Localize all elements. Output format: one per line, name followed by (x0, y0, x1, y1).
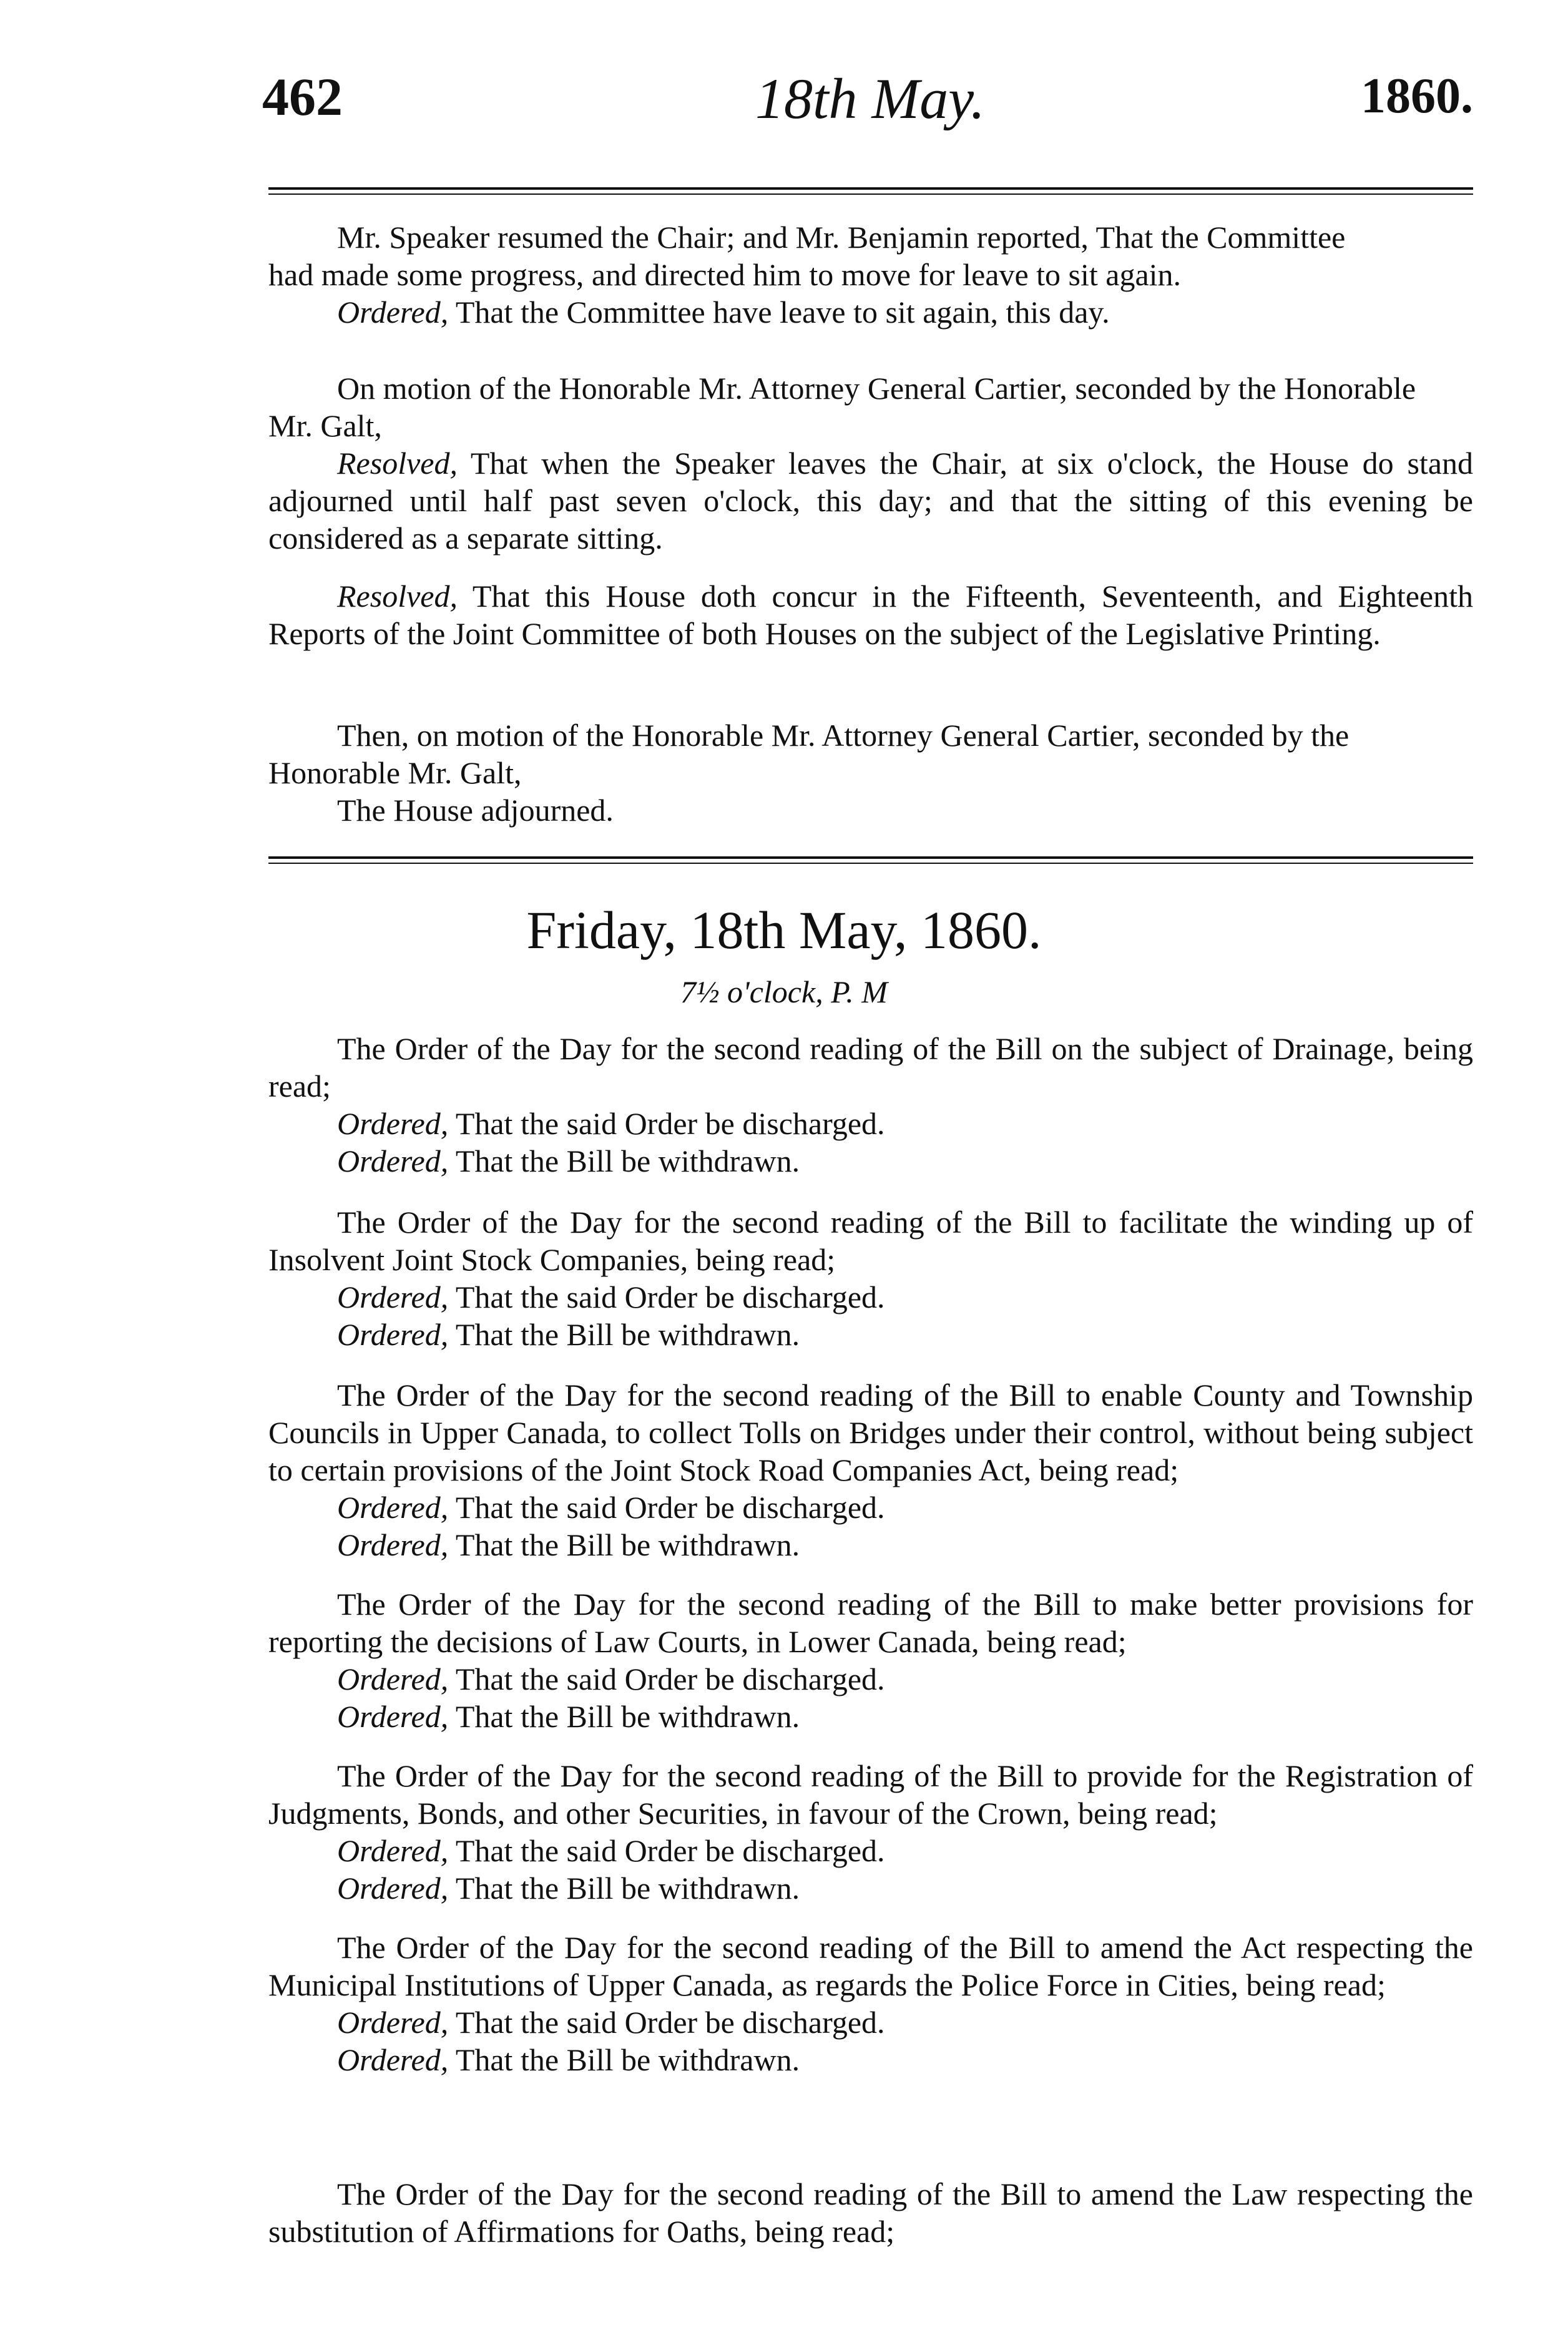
paragraph-line: The House adjourned. (337, 793, 614, 828)
ordered-line (268, 1832, 1473, 1869)
ordered-text: That the said Order be discharged. (455, 2005, 885, 2040)
ordered-text: That the Bill be withdrawn. (455, 1317, 800, 1352)
ordered-line (268, 2041, 1473, 2078)
order-text: The Order of the Day for the second reading of the Bill to enable County and Township Councils in Upper Canada, to collect Tolls on Bridges under their control, without being subject to certain provisions of the Joint Stock Road Companies Act, being read; (268, 1378, 1473, 1487)
ordered-text: That the Bill be withdrawn. (455, 1143, 800, 1178)
ordered-label: Ordered, (337, 1106, 449, 1141)
paragraph-house-adjourned (268, 717, 1473, 829)
ordered-text: That the said Order be discharged. (455, 1106, 885, 1141)
order-text: The Order of the Day for the second reading of the Bill on the subject of Drainage, being read; (268, 1031, 1473, 1104)
ordered-text: That the Bill be withdrawn. (455, 2042, 800, 2077)
ordered-line (268, 1698, 1473, 1735)
ordered-label: Ordered, (337, 1699, 449, 1734)
ordered-label: Ordered, (337, 1490, 449, 1525)
ordered-line (268, 1526, 1473, 1564)
ordered-text: That the said Order be discharged. (455, 1662, 885, 1696)
ordered-text: That the said Order be discharged. (455, 1490, 885, 1525)
ordered-line (268, 1489, 1473, 1526)
order-text: The Order of the Day for the second reading of the Bill to amend the Law respecting the substitution of Affirmations for Oaths, being read; (268, 2176, 1473, 2249)
ordered-label: Ordered, (337, 1143, 449, 1178)
ordered-text: That the Committee have leave to sit again, this day. (455, 295, 1110, 330)
section-time: 7½ o'clock, P. M (680, 974, 888, 1009)
order-paragraph-drainage (268, 1030, 1473, 1180)
ordered-label: Ordered, (337, 1527, 449, 1562)
ordered-label: Ordered, (337, 1871, 449, 1906)
paragraph-line: On motion of the Honorable Mr. Attorney General Cartier, seconded by the Honorable (337, 371, 1416, 406)
ordered-label: Ordered, (337, 295, 449, 330)
ordered-line (268, 1142, 1473, 1180)
ordered-line (268, 1869, 1473, 1907)
order-text: The Order of the Day for the second reading of the Bill to amend the Act respecting the Municipal Institutions of Upper Canada, as regards the Police Force in Cities, being read; (268, 1930, 1473, 2002)
order-text: The Order of the Day for the second reading of the Bill to provide for the Registration of Judgments, Bonds, and other Securities, in favour of the Crown, being read; (268, 1758, 1473, 1831)
paragraph-speaker-resumed (268, 218, 1473, 331)
header-year: 1860. (1361, 69, 1473, 124)
ordered-line (268, 1105, 1473, 1142)
page-number: 462 (262, 67, 343, 127)
ordered-text: That the Bill be withdrawn. (455, 1871, 800, 1906)
ordered-text: That the said Order be discharged. (455, 1833, 885, 1868)
ordered-label: Ordered, (337, 1662, 449, 1696)
paragraph-line: Honorable Mr. Galt, (268, 755, 522, 790)
ordered-text: That the Bill be withdrawn. (455, 1699, 800, 1734)
resolved-label: Resolved, (337, 579, 458, 614)
paragraph-line: Then, on motion of the Honorable Mr. Attorney General Cartier, seconded by the (337, 718, 1350, 753)
ordered-label: Ordered, (337, 1833, 449, 1868)
ordered-line (268, 2004, 1473, 2041)
resolved-text: That when the Speaker leaves the Chair, at six o'clock, the House do stand adjourned until half past seven o'clock, this day; and that the sitting of this evening be considered as a separate sitting. (268, 446, 1473, 556)
paragraph-reports-concur (268, 577, 1473, 652)
paragraph-line: had made some progress, and directed him to move for leave to sit again. (268, 257, 1182, 292)
header-rule (268, 187, 1473, 195)
ordered-line (268, 1660, 1473, 1698)
resolved-paragraph (268, 577, 1473, 652)
order-paragraph-insolvent (268, 1203, 1473, 1353)
resolved-paragraph (268, 444, 1473, 557)
order-paragraph-judgments (268, 1757, 1473, 1907)
order-paragraph-bridge-tolls (268, 1376, 1473, 1564)
order-text: The Order of the Day for the second reading of the Bill to make better provisions for reporting the decisions of Law Courts, in Lower Canada, being read; (268, 1587, 1473, 1659)
ordered-label: Ordered, (337, 2005, 449, 2040)
page-header (262, 66, 1473, 140)
ordered-text: That the said Order be discharged. (455, 1280, 885, 1314)
section-title: Friday, 18th May, 1860. (526, 900, 1042, 960)
ordered-label: Ordered, (337, 1317, 449, 1352)
order-text: The Order of the Day for the second reading of the Bill to facilitate the winding up of Insolvent Joint Stock Companies, being read; (268, 1205, 1473, 1277)
paragraph-line: Mr. Galt, (268, 408, 382, 443)
order-paragraph-affirmations (268, 2175, 1473, 2250)
running-title: 18th May. (755, 67, 985, 130)
ordered-label: Ordered, (337, 2042, 449, 2077)
paragraph-line: Mr. Speaker resumed the Chair; and Mr. Benjamin reported, That the Committee (337, 220, 1346, 255)
ordered-line (268, 1316, 1473, 1353)
paragraph-motion-adjourn (268, 370, 1473, 557)
ordered-line (268, 293, 1473, 331)
ordered-label: Ordered, (337, 1280, 449, 1314)
ordered-line (268, 1278, 1473, 1316)
ordered-text: That the Bill be withdrawn. (455, 1527, 800, 1562)
resolved-text: That this House doth concur in the Fifteenth, Seventeenth, and Eighteenth Reports of the Joint Committee of both Houses on the subject of the Legislative Printing. (268, 579, 1473, 651)
order-paragraph-law-courts (268, 1585, 1473, 1735)
order-paragraph-police-force (268, 1929, 1473, 2078)
section-rule (268, 856, 1473, 864)
resolved-label: Resolved, (337, 446, 458, 481)
